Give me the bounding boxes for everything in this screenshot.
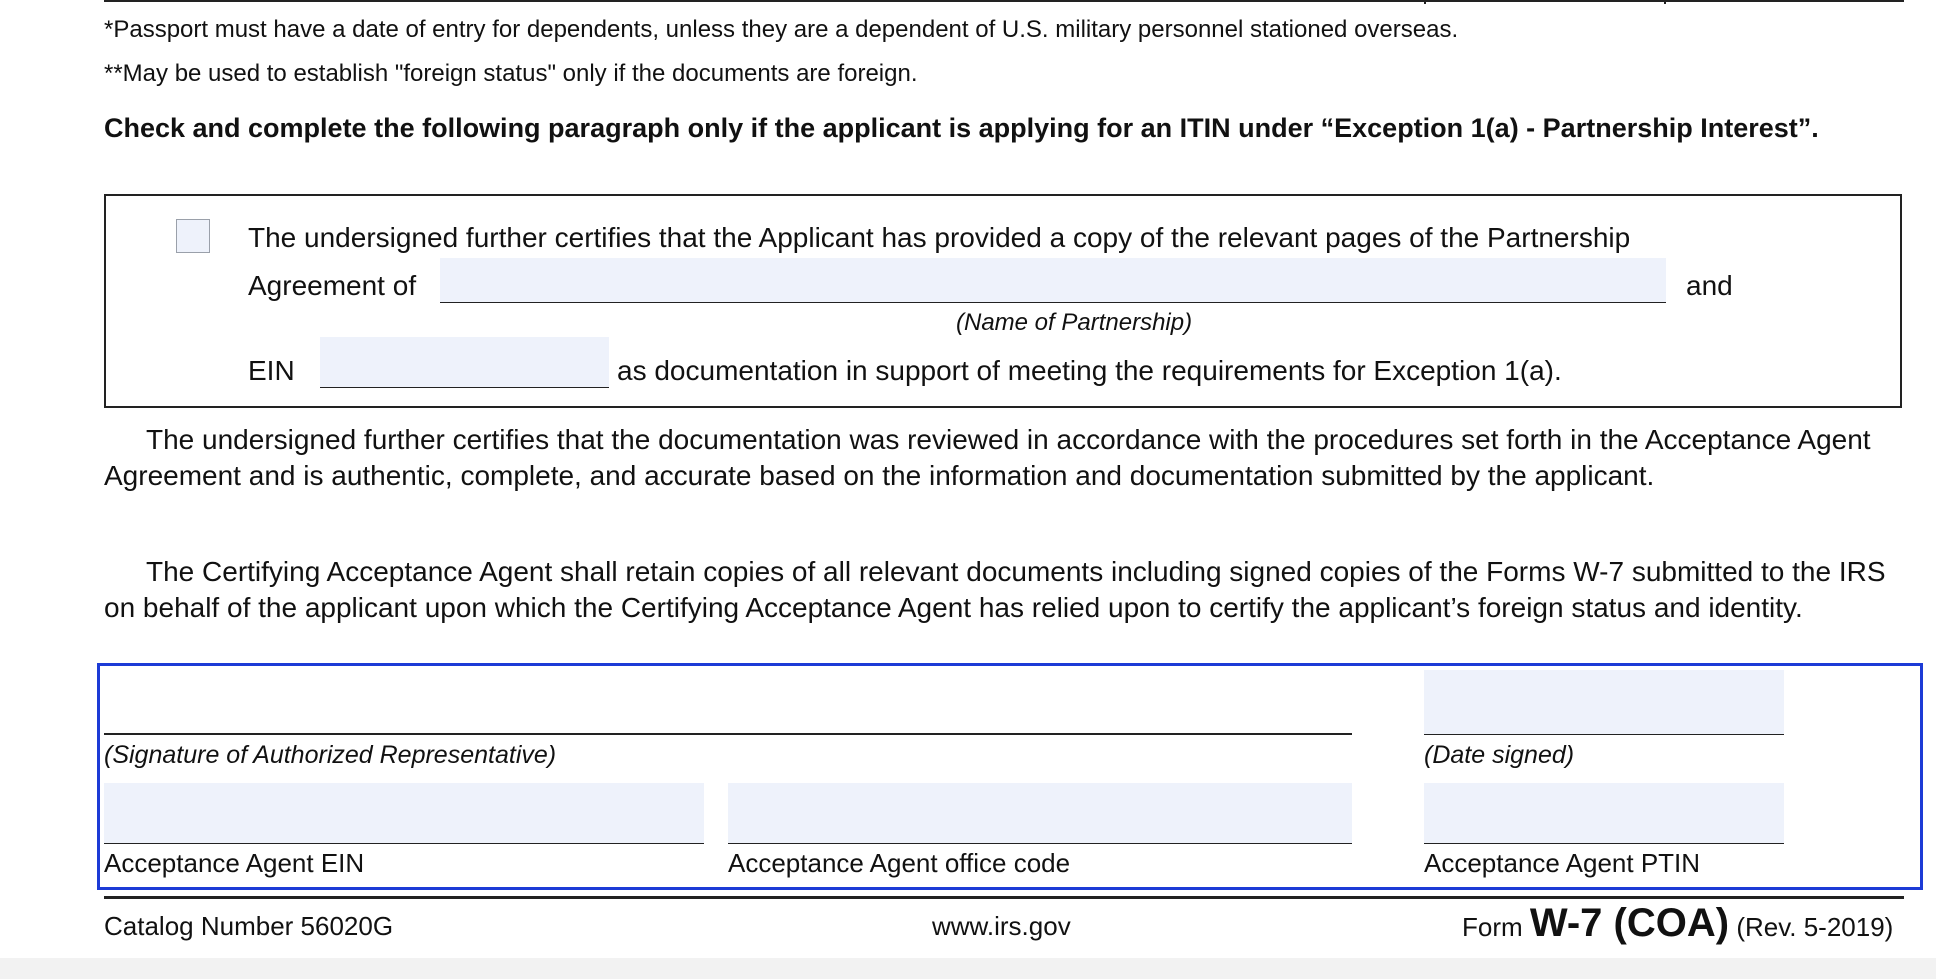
passport-note: *Passport must have a date of entry for dependents, unless they are a dependent of U.S. military personnel stationed overseas. [104,16,1459,43]
foreign-status-note: **May be used to establish "foreign status" only if the documents are foreign. [104,60,918,87]
signature-label: (Signature of Authorized Representative) [104,741,557,769]
top-rule-tick [1664,0,1666,4]
form-name: W-7 (COA) [1529,901,1730,945]
partnership-name-input[interactable] [440,258,1666,303]
acceptance-agent-ein-label: Acceptance Agent EIN [104,848,365,878]
acceptance-agent-ptin-label: Acceptance Agent PTIN [1424,848,1701,878]
acceptance-agent-office-code-label: Acceptance Agent office code [728,848,1071,878]
review-paragraph: The undersigned further certifies that the documentation was reviewed in accordance with the procedures set forth in the Acceptance Agent Agreement and is authentic, complete, and accurate based on the information and documentation submitted by the applicant. [104,424,1871,491]
name-of-partnership-caption: (Name of Partnership) [956,309,1193,336]
exception-heading: Check and complete the following paragraph only if the applicant is applying for an ITIN under “Exception 1(a) - Partnership Interest”. [104,113,1819,143]
agreement-of-label: Agreement of [248,270,417,301]
form-identifier [1462,901,1893,946]
ein-label: EIN [248,355,295,386]
retain-paragraph: The Certifying Acceptance Agent shall retain copies of all relevant documents including signed copies of the Forms W-7 submitted to the IRS on behalf of the applicant upon which the Certifying Acceptance Agent has relied upon to certify the applicant’s foreign status and identity. [104,556,1886,623]
form-revision: (Rev. 5-2019) [1736,912,1894,942]
date-signed-input[interactable] [1424,670,1784,735]
partnership-ein-input[interactable] [320,337,609,388]
ein-documentation-text: as documentation in support of meeting the requirements for Exception 1(a). [617,355,1562,386]
catalog-number: Catalog Number 56020G [104,911,394,941]
acceptance-agent-ein-input[interactable] [104,783,704,844]
acceptance-agent-ptin-input[interactable] [1424,783,1784,844]
partnership-checkbox[interactable] [176,219,210,253]
signature-field[interactable] [104,668,1352,734]
and-label: and [1686,270,1733,301]
top-rule-tick [1424,0,1426,4]
form-prefix: Form [1462,912,1523,942]
irs-website: www.irs.gov [932,911,1071,941]
footer-rule [104,896,1904,899]
top-rule [104,0,1904,2]
partnership-certify-text: The undersigned further certifies that the Applicant has provided a copy of the relevant pages of the Partnership [248,222,1631,253]
date-signed-label: (Date signed) [1424,741,1575,769]
signature-line [104,733,1352,735]
acceptance-agent-office-code-input[interactable] [728,783,1352,844]
